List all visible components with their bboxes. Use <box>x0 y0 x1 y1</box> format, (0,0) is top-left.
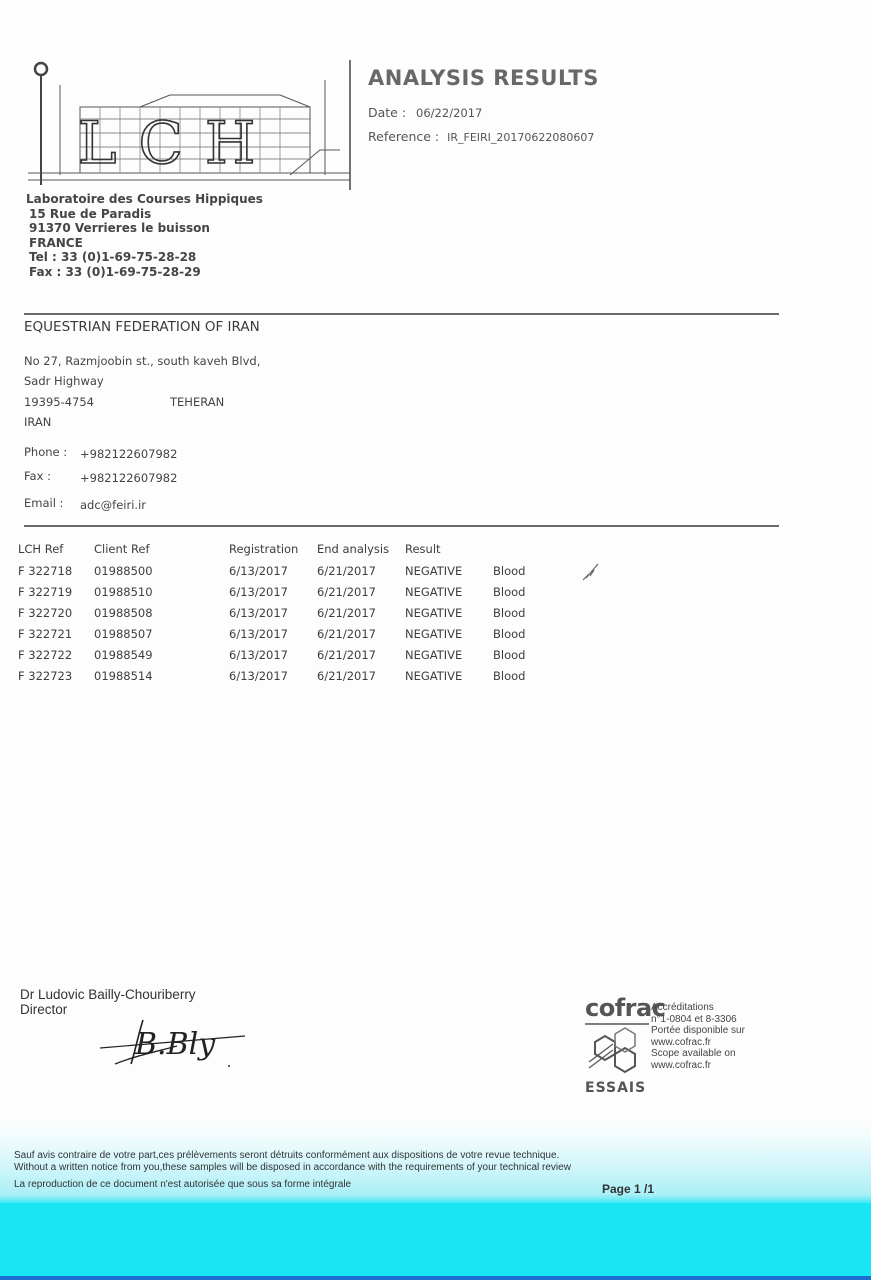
divider <box>24 313 779 315</box>
end-analysis: 6/21/2017 <box>317 647 376 662</box>
result: NEGATIVE <box>405 584 463 599</box>
cofrac-line: Scope available on <box>651 1048 736 1059</box>
cofrac-logo-text: cofrac <box>585 994 666 1022</box>
lab-fax: Fax : 33 (0)1-69-75-28-29 <box>29 264 201 279</box>
reference-label: Reference : <box>368 129 440 144</box>
sample-type: Blood <box>493 563 526 578</box>
email-value: adc@feiri.ir <box>80 498 146 512</box>
registration: 6/13/2017 <box>229 605 288 620</box>
reference-line <box>368 129 594 144</box>
sample-type: Blood <box>493 668 526 683</box>
client-ref: 01988549 <box>94 647 153 662</box>
table-row <box>18 602 553 623</box>
col-registration: Registration <box>229 542 299 556</box>
cofrac-accreditation <box>651 1002 745 1071</box>
client-ref: 01988508 <box>94 605 153 620</box>
table-row <box>18 623 553 644</box>
registration: 6/13/2017 <box>229 668 288 683</box>
result: NEGATIVE <box>405 626 463 641</box>
cofrac-line: www.cofrac.fr <box>651 1036 712 1048</box>
logo-letters: LCH <box>78 109 278 177</box>
lch-ref: F 322721 <box>18 626 73 641</box>
lab-address <box>26 192 263 279</box>
cofrac-hexagon-icon <box>585 1022 649 1080</box>
col-lch-ref: LCH Ref <box>18 542 64 556</box>
cofrac-line: Portée disponible sur <box>651 1025 745 1036</box>
lch-logo <box>20 55 352 195</box>
fax-value: +982122607982 <box>80 471 178 485</box>
footer-notice-en: Without a written notice from you,these samples will be disposed in accordance with the requirements of your technical review <box>14 1162 571 1173</box>
lch-ref: F 322722 <box>18 647 73 662</box>
lab-street: 15 Rue de Paradis <box>29 206 152 221</box>
signature-text: B.Bly <box>135 1027 216 1062</box>
col-client-ref: Client Ref <box>94 542 150 556</box>
lch-ref: F 322718 <box>18 563 73 578</box>
footer-notice-fr: Sauf avis contraire de votre part,ces prélèvements seront détruits conformément aux dispositions de votre revue technique. <box>14 1150 560 1161</box>
page-title: ANALYSIS RESULTS <box>368 66 599 90</box>
footer-reproduction: La reproduction de ce document n'est autorisée que sous sa forme intégrale <box>14 1179 352 1190</box>
phone-value: +982122607982 <box>80 447 178 461</box>
email-label: Email : <box>24 496 64 510</box>
end-analysis: 6/21/2017 <box>317 605 376 620</box>
lch-ref: F 322719 <box>18 584 73 599</box>
divider <box>24 525 779 527</box>
client-name: EQUESTRIAN FEDERATION OF IRAN <box>24 319 260 335</box>
sample-type: Blood <box>493 626 526 641</box>
client-ref: 01988500 <box>94 563 153 578</box>
col-sample <box>493 538 553 560</box>
table-row <box>18 644 553 665</box>
check-mark-icon <box>580 560 604 584</box>
end-analysis: 6/21/2017 <box>317 584 376 599</box>
sample-type: Blood <box>493 584 526 599</box>
lch-ref: F 322723 <box>18 668 73 683</box>
lch-ref: F 322720 <box>18 605 73 620</box>
signature <box>95 1012 255 1074</box>
end-analysis: 6/21/2017 <box>317 668 376 683</box>
end-analysis: 6/21/2017 <box>317 563 376 578</box>
client-address-2: Sadr Highway <box>24 374 104 388</box>
client-address-1: No 27, Razmjoobin st., south kaveh Blvd, <box>24 354 261 368</box>
lab-tel: Tel : 33 (0)1-69-75-28-28 <box>29 250 197 264</box>
result: NEGATIVE <box>405 563 463 578</box>
signatory-name: Dr Ludovic Bailly-Chouriberry <box>20 987 196 1002</box>
table-row <box>18 665 553 686</box>
date-line <box>368 105 482 120</box>
phone-label: Phone : <box>24 445 68 459</box>
client-postal: 19395-4754 <box>24 395 94 409</box>
result: NEGATIVE <box>405 605 463 620</box>
sample-type: Blood <box>493 605 526 620</box>
date-value: 06/22/2017 <box>416 106 483 120</box>
client-city: TEHERAN <box>170 395 225 409</box>
date-label: Date : <box>368 105 407 120</box>
lab-city: 91370 Verrieres le buisson <box>29 221 210 235</box>
col-end-analysis: End analysis <box>317 542 390 556</box>
table-header-row <box>18 538 553 560</box>
result: NEGATIVE <box>405 668 463 683</box>
result: NEGATIVE <box>405 647 463 662</box>
scan-band <box>0 1110 871 1280</box>
cofrac-essais: ESSAIS <box>585 1080 647 1096</box>
registration: 6/13/2017 <box>229 584 288 599</box>
table-row <box>18 560 553 581</box>
registration: 6/13/2017 <box>229 647 288 662</box>
page-number: Page 1 /1 <box>602 1182 655 1196</box>
client-ref: 01988507 <box>94 626 153 641</box>
registration: 6/13/2017 <box>229 626 288 641</box>
client-ref: 01988514 <box>94 668 153 683</box>
cofrac-line: Accréditations <box>651 1002 714 1013</box>
cofrac-line: www.cofrac.fr <box>651 1059 712 1071</box>
results-table <box>18 538 553 686</box>
sample-type: Blood <box>493 647 526 662</box>
client-country: IRAN <box>24 415 52 429</box>
client-ref: 01988510 <box>94 584 153 599</box>
end-analysis: 6/21/2017 <box>317 626 376 641</box>
signatory-role: Director <box>20 1002 68 1017</box>
col-result: Result <box>405 542 441 556</box>
cofrac-line: n°1-0804 et 8-3306 <box>651 1013 737 1025</box>
registration: 6/13/2017 <box>229 563 288 578</box>
lab-country: FRANCE <box>29 235 83 250</box>
table-row <box>18 581 553 602</box>
reference-value: IR_FEIRI_20170622080607 <box>447 131 595 144</box>
lab-name: Laboratoire des Courses Hippiques <box>26 192 263 206</box>
fax-label: Fax : <box>24 469 51 483</box>
